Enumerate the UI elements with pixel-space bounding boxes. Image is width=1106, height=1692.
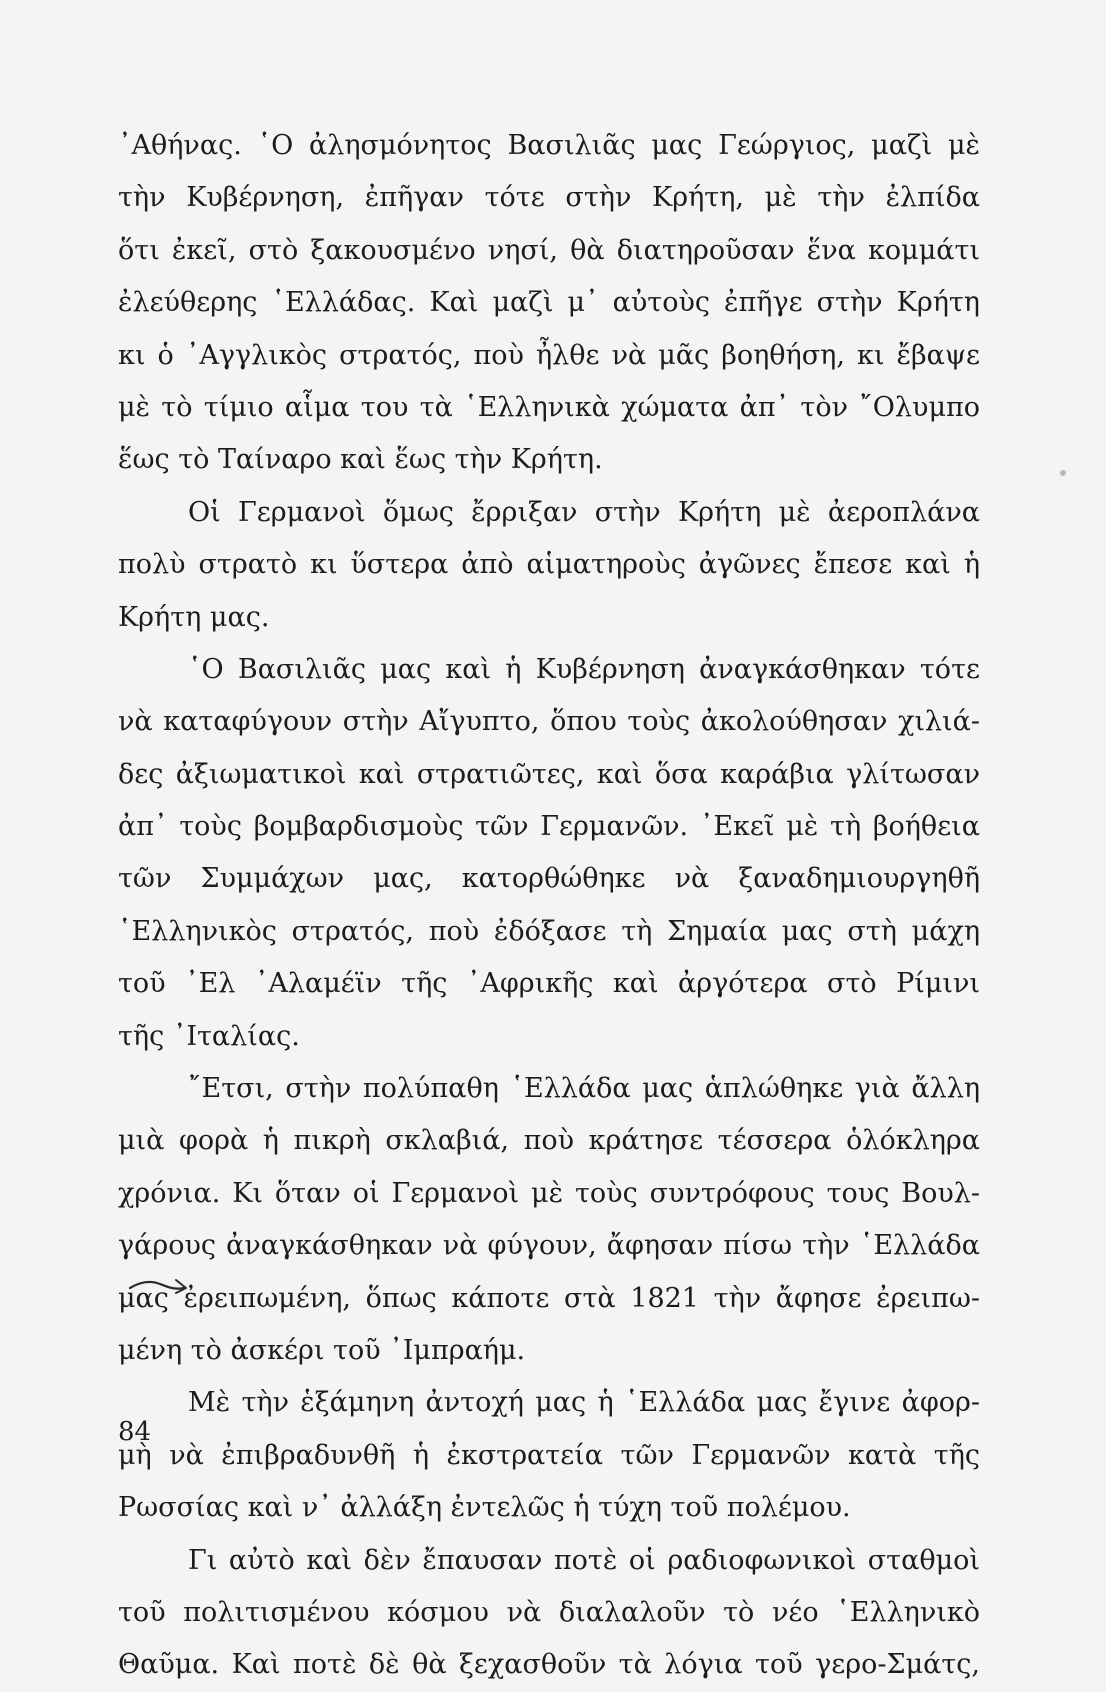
text-line: τῶν Συμμάχων μας, κατορθώθηκε νὰ ξαναδημιουργηθῆ xyxy=(118,863,980,895)
text-line: Γι αὐτὸ καὶ δὲν ἔπαυσαν ποτὲ οἱ ραδιοφωνικοὶ σταθμοὶ xyxy=(188,1544,980,1576)
text-line: γάρους ἀναγκάσθηκαν νὰ φύγουν, ἄφησαν πίσω τὴν ῾Ελλάδα xyxy=(118,1230,980,1262)
text-line: νὰ καταφύγουν στὴν Αἴγυπτο, ὅπου τοὺς ἀκολούθησαν χιλιά- xyxy=(118,706,980,738)
page-number: 84 xyxy=(118,1417,152,1447)
text-line: ᾿Αθήνας. ῾Ο ἀλησμόνητος Βασιλιᾶς μας Γεώργιος, μαζὶ μὲ xyxy=(118,130,980,161)
text-line: μας ἐρειπωμένη, ὅπως κάποτε στὰ 1821 τὴν ἄφησε ἐρειπω- xyxy=(118,1282,980,1314)
text-line: τοῦ ᾿Ελ ᾿Αλαμέϊν τῆς ᾿Αφρικῆς καὶ ἀργότερα στὸ Ρίμινι xyxy=(118,968,980,1000)
text-line: Μὲ τὴν ἑξάμηνη ἀντοχή μας ἡ ῾Ελλάδα μας ἔγινε ἀφορ- xyxy=(188,1387,980,1419)
handwritten-pen-mark xyxy=(126,1260,196,1296)
body-text xyxy=(118,120,980,1692)
text-line: κι ὁ ᾿Αγγλικὸς στρατός, ποὺ ἦλθε νὰ μᾶς βοηθήση, κι ἔβαψε xyxy=(118,339,980,371)
text-line: ῾Ο Βασιλιᾶς μας καὶ ἡ Κυβέρνηση ἀναγκάσθηκαν τότε xyxy=(188,653,980,685)
text-line: μιὰ φορὰ ἡ πικρὴ σκλαβιά, ποὺ κράτησε τέσσερα ὁλόκληρα xyxy=(118,1125,980,1157)
text-line: ῾Ελληνικὸς στρατός, ποὺ ἐδόξασε τὴ Σημαία μας στὴ μάχη xyxy=(118,915,980,947)
text-line: ῎Ετσι, στὴν πολύπαθη ῾Ελλάδα μας ἁπλώθηκε γιὰ ἄλλη xyxy=(188,1073,980,1105)
text-line: Οἱ Γερμανοὶ ὅμως ἔρριξαν στὴν Κρήτη μὲ ἀεροπλάνα xyxy=(188,496,980,528)
text-line: Θαῦμα. Καὶ ποτὲ δὲ θὰ ξεχασθοῦν τὰ λόγια τοῦ γερο-Σμάτς, xyxy=(118,1649,980,1681)
text-line: ἕως τὸ Ταίναρο καὶ ἕως τὴν Κρήτη. xyxy=(118,444,603,476)
text-line: ἐλεύθερης ῾Ελλάδας. Καὶ μαζὶ μ᾿ αὐτοὺς ἐπῆγε στὴν Κρήτη xyxy=(118,287,980,319)
text-line: Ρωσσίας καὶ ν᾿ ἀλλάξη ἐντελῶς ἡ τύχη τοῦ πολέμου. xyxy=(118,1492,851,1524)
text-line: ἀπ᾿ τοὺς βομβαρδισμοὺς τῶν Γερμανῶν. ᾿Εκεῖ μὲ τὴ βοήθεια xyxy=(118,811,980,843)
text-line: τῆς ᾿Ιταλίας. xyxy=(118,1020,300,1052)
text-line: τὴν Κυβέρνηση, ἐπῆγαν τότε στὴν Κρήτη, μὲ τὴν ἐλπίδα xyxy=(118,182,980,214)
text-line: μὲ τὸ τίμιο αἷμα του τὰ ῾Ελληνικὰ χώματα ἀπ᾿ τὸν ῎Ολυμπο xyxy=(118,391,980,423)
text-line: δες ἀξιωματικοὶ καὶ στρατιῶτες, καὶ ὅσα καράβια γλίτωσαν xyxy=(118,758,980,790)
text-line: Κρήτη μας. xyxy=(118,601,270,633)
text-line: μένη τὸ ἀσκέρι τοῦ ᾿Ιμπραήμ. xyxy=(118,1334,526,1366)
text-line: τοῦ πολιτισμένου κόσμου νὰ διαλαλοῦν τὸ νέο ῾Ελληνικὸ xyxy=(118,1596,980,1628)
text-line: πολὺ στρατὸ κι ὕστερα ἀπὸ αἱματηροὺς ἀγῶνες ἔπεσε καὶ ἡ xyxy=(118,549,980,581)
paper-speck xyxy=(1060,470,1066,476)
text-line: ὅτι ἐκεῖ, στὸ ξακουσμένο νησί, θὰ διατηροῦσαν ἕνα κομμάτι xyxy=(118,234,980,266)
text-line: χρόνια. Κι ὅταν οἱ Γερμανοὶ μὲ τοὺς συντρόφους τους Βουλ- xyxy=(118,1177,980,1209)
text-line: μὴ νὰ ἐπιβραδυνθῆ ἡ ἐκστρατεία τῶν Γερμανῶν κατὰ τῆς xyxy=(118,1439,980,1471)
